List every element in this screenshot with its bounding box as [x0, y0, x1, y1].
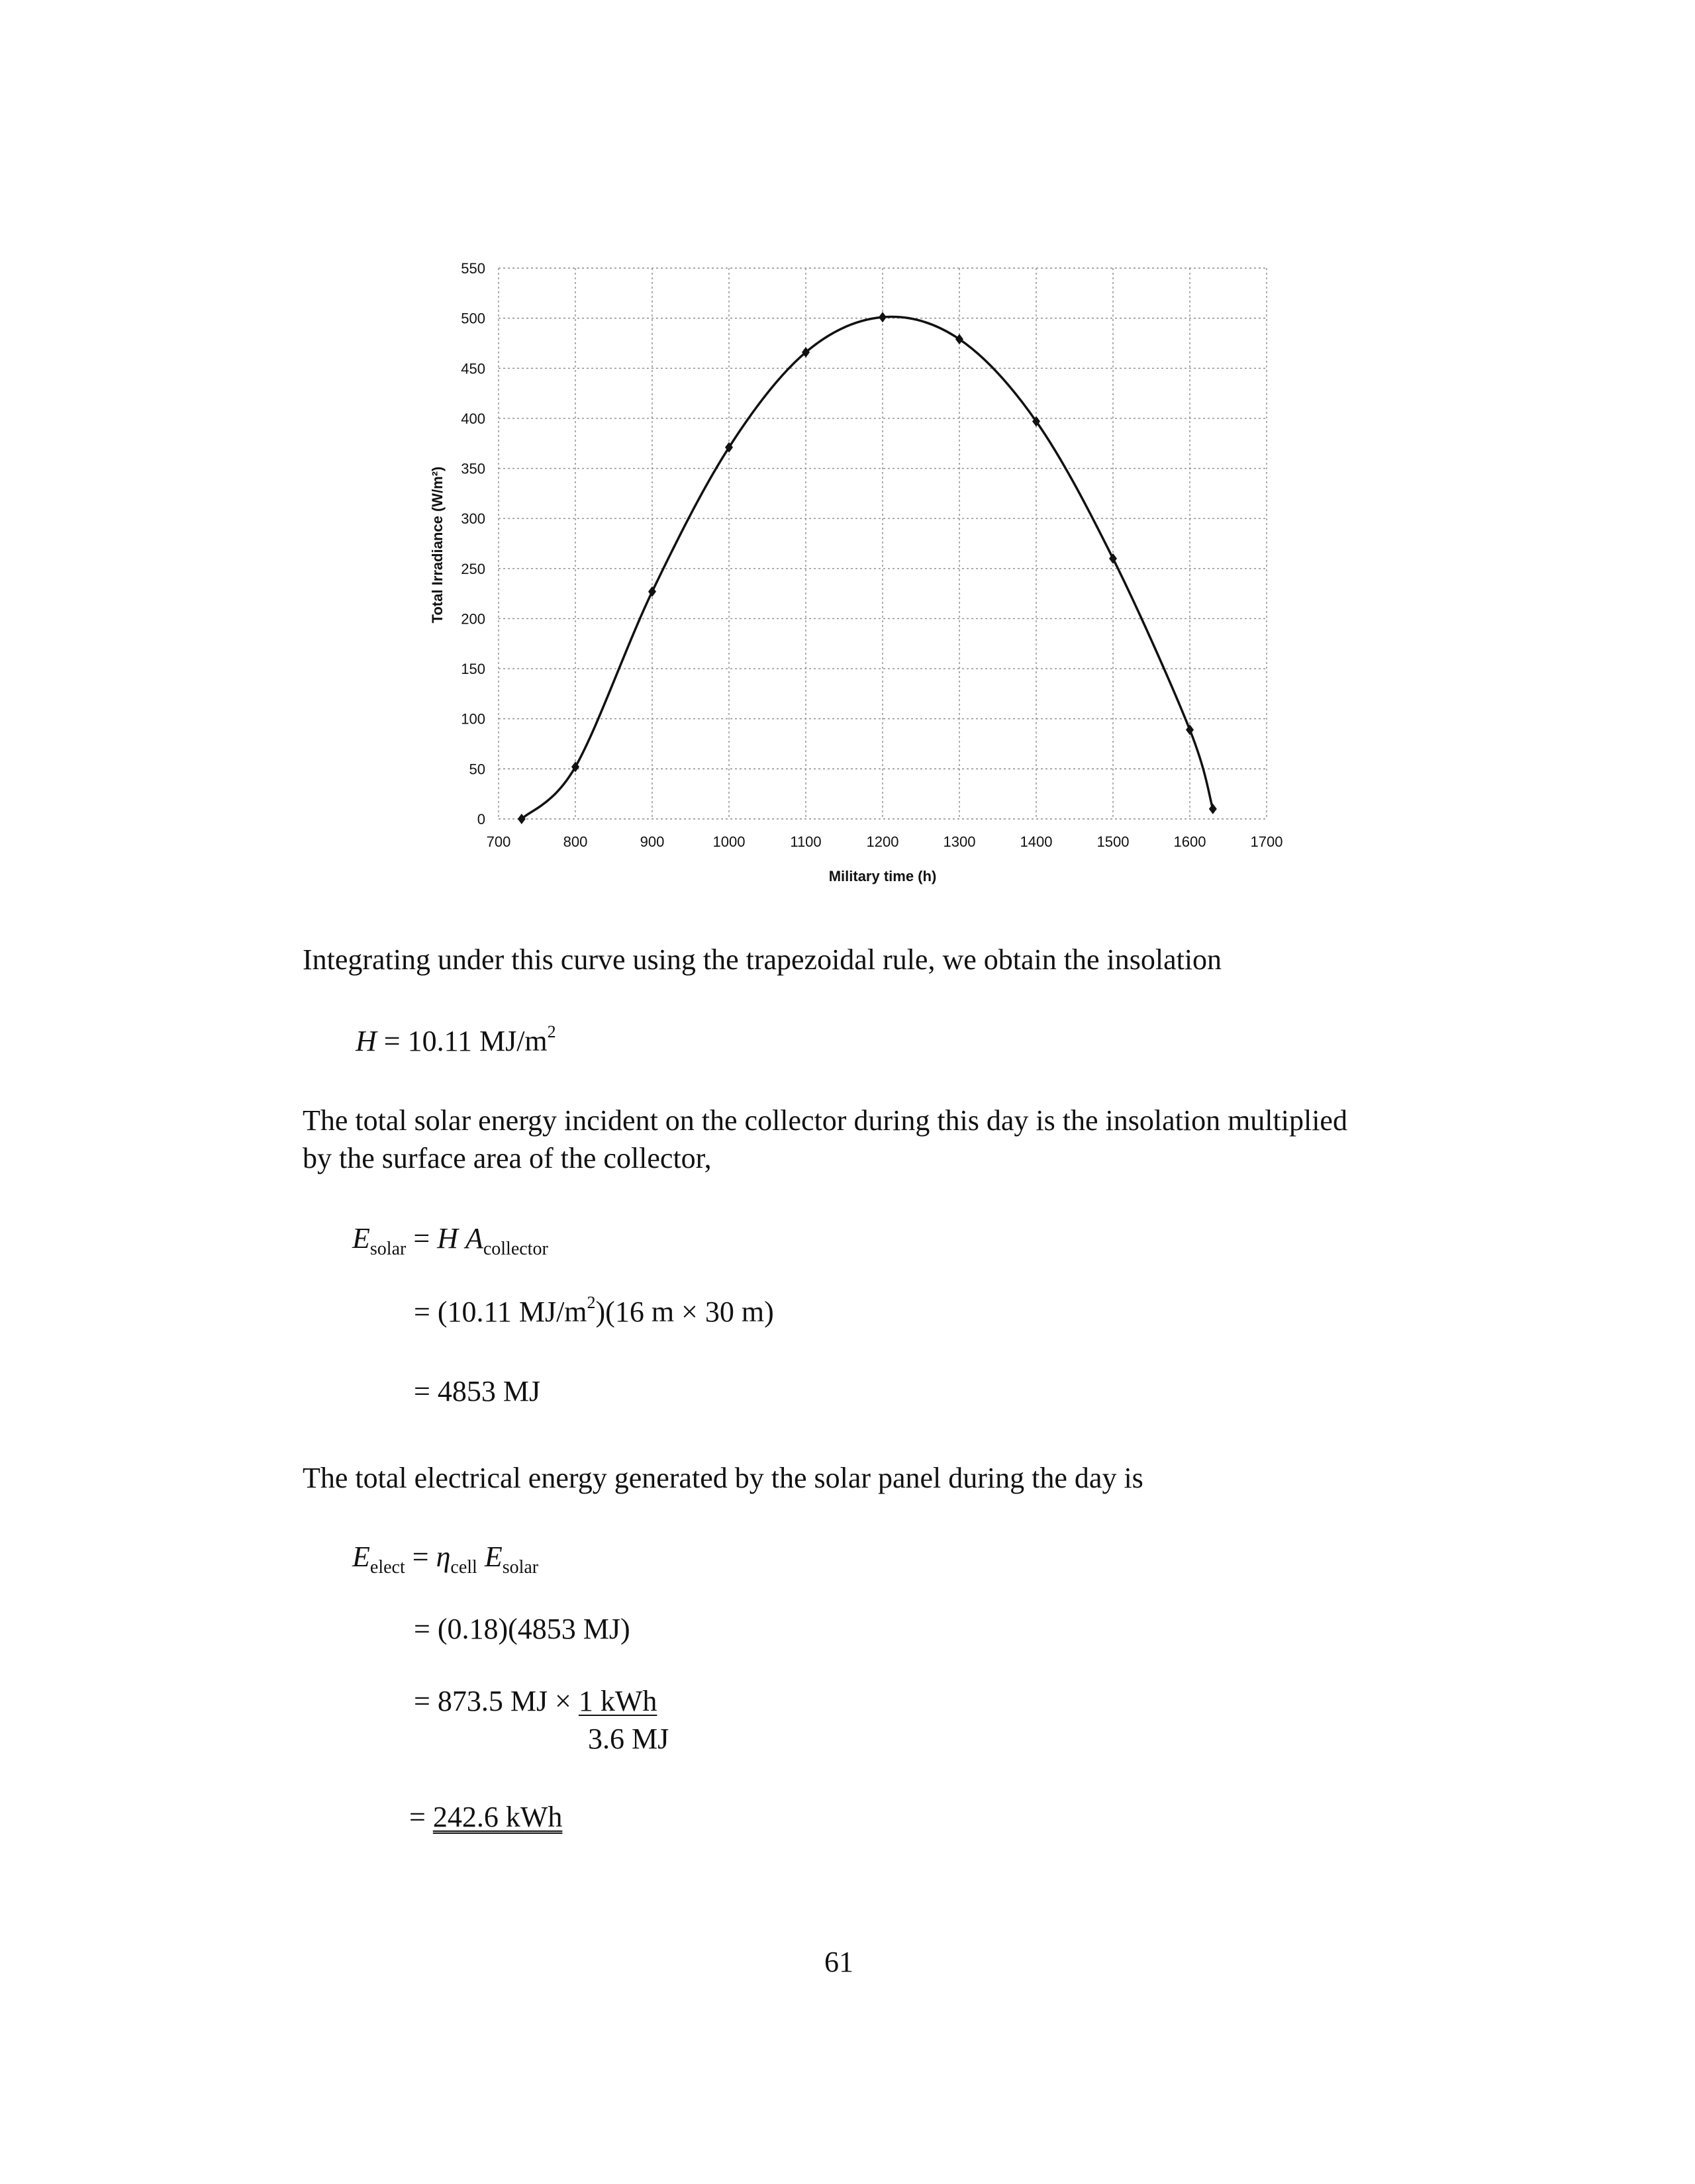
paragraph-electrical-energy: The total electrical energy generated by the solar panel during the day is [303, 1462, 1143, 1494]
equation-eelect-substitution: = (0.18)(4853 MJ) [414, 1613, 630, 1645]
data-point-marker [1209, 804, 1217, 814]
x-tick-label: 1400 [1020, 833, 1053, 850]
equation-esolar-result: = 4853 MJ [414, 1375, 541, 1407]
data-point-marker [955, 334, 963, 344]
y-tick-label: 350 [461, 460, 485, 477]
y-tick-label: 50 [469, 761, 485, 778]
x-tick-label: 1000 [712, 833, 746, 850]
y-tick-label: 400 [461, 410, 485, 427]
paragraph-collector-line1: The total solar energy incident on the collector during this day is the insolation multiplied [303, 1104, 1347, 1137]
y-axis-tick-labels [461, 260, 485, 828]
x-tick-label: 1500 [1096, 833, 1130, 850]
fraction-denominator: 3.6 MJ [588, 1723, 669, 1755]
data-point-marker [518, 814, 526, 824]
y-tick-label: 150 [461, 661, 485, 678]
equation-esolar-substitution: = (10.11 $MJ/m^2)(16$ m × 30 m) [414, 1293, 774, 1328]
y-tick-label: 450 [461, 360, 485, 377]
x-tick-label: 700 [486, 833, 511, 850]
y-tick-label: 500 [461, 310, 485, 327]
page-number: 61 [824, 1946, 853, 1978]
x-tick-label: 1700 [1250, 833, 1283, 850]
equation-eelect-conversion: = 873.5 MJ × 1 kWh [414, 1685, 657, 1717]
data-point-marker [1186, 724, 1194, 735]
irradiance-chart [411, 252, 1298, 894]
fraction-numerator: 1 kWh [578, 1685, 657, 1717]
x-tick-label: 1300 [943, 833, 976, 850]
x-axis-tick-labels [487, 833, 1283, 850]
series-markers [518, 312, 1217, 824]
x-tick-label: 1600 [1173, 833, 1206, 850]
x-tick-label: 1200 [866, 833, 899, 850]
equation-insolation: H = 10.11 $MJ/m^2$ [356, 1022, 556, 1057]
chart-grid [499, 268, 1267, 819]
x-tick-label: 1100 [790, 833, 822, 850]
equation-eelect-definition: $E_{elect} = \eta_{cell}$ $E_{solar}$ [352, 1541, 539, 1578]
equation-eelect-result: = 242.6 kWh [409, 1801, 563, 1833]
x-axis-label: Military time (h) [828, 868, 937, 884]
paragraph-insolation: Integrating under this curve using the trapezoidal rule, we obtain the insolation [303, 943, 1222, 976]
x-tick-label: 800 [563, 833, 588, 850]
y-tick-label: 300 [461, 510, 485, 528]
equation-esolar-definition: $E_{solar} = H$ $A_{collector}$ [352, 1222, 548, 1259]
y-tick-label: 200 [461, 610, 485, 628]
y-tick-label: 0 [477, 811, 485, 828]
irradiance-series-line [522, 317, 1213, 819]
y-tick-label: 250 [461, 560, 485, 577]
y-axis-label: Total Irradiance (W/m²) [429, 466, 446, 624]
y-tick-label: 100 [461, 710, 485, 728]
paragraph-collector-line2: by the surface area of the collector, [303, 1142, 712, 1174]
x-tick-label: 900 [640, 833, 665, 850]
y-tick-label: 550 [461, 260, 485, 277]
final-answer: 242.6 kWh [432, 1801, 563, 1833]
data-point-marker [879, 312, 887, 322]
